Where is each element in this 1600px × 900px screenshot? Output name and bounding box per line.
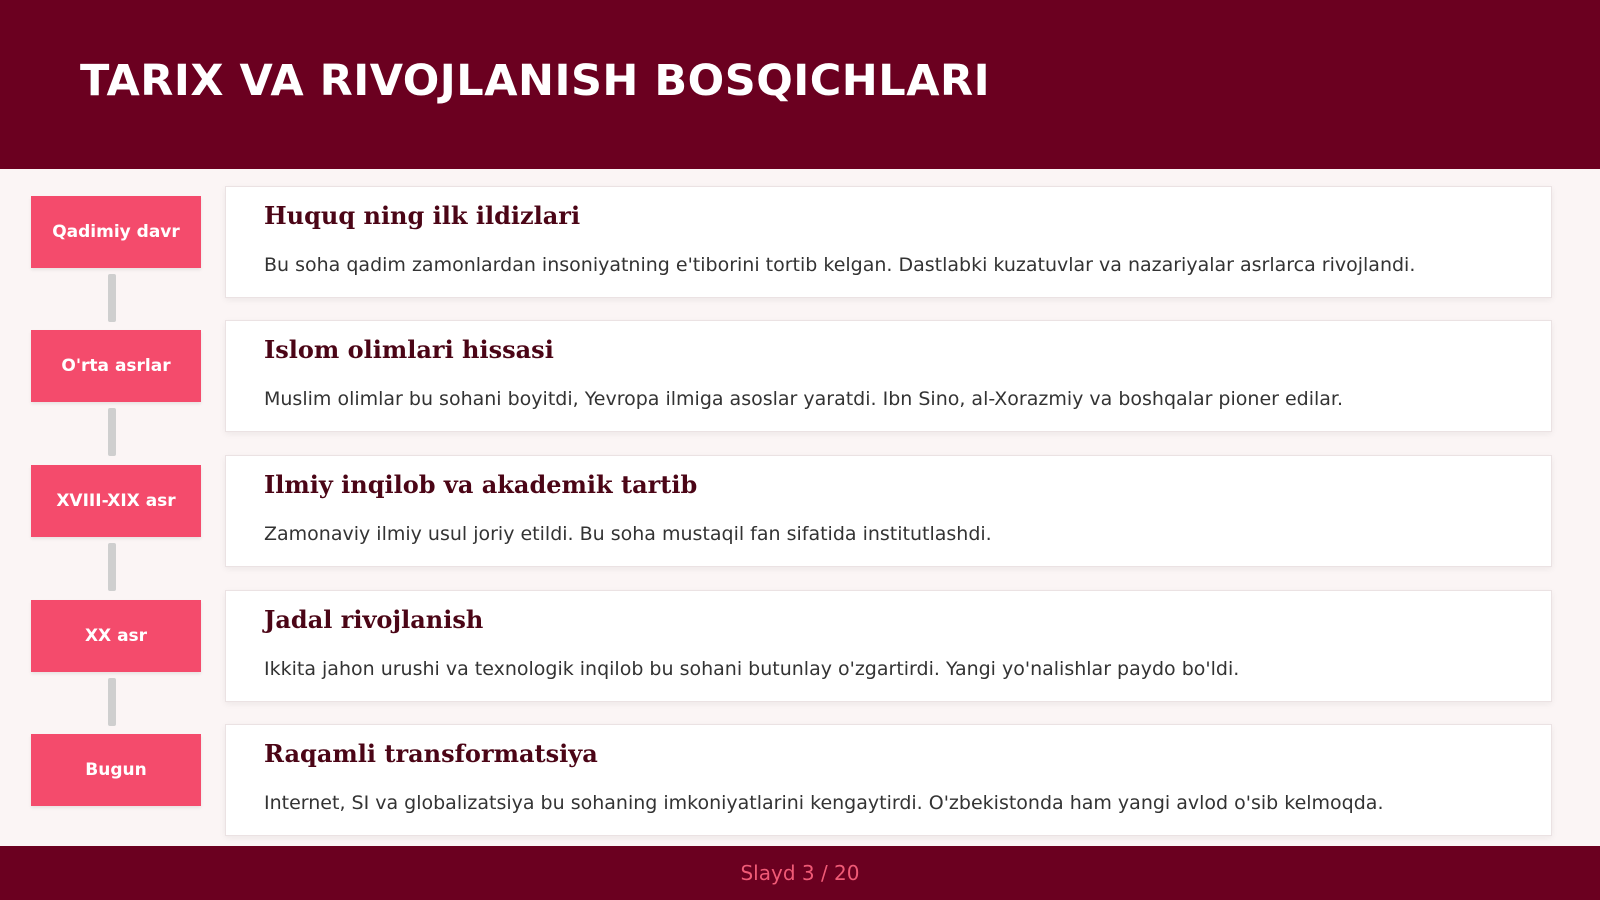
timeline-card	[225, 590, 1552, 702]
timeline	[0, 169, 1600, 846]
card-text: Internet, SI va globalizatsiya bu sohaning imkoniyatlarini kengaytirdi. O'zbekistonda ham yangi avlod o'sib kelmoqda.	[264, 792, 1384, 814]
timeline-connector	[108, 678, 116, 726]
slide-counter: Slayd 3 / 20	[740, 861, 860, 885]
card-text: Zamonaviy ilmiy usul joriy etildi. Bu soha mustaqil fan sifatida institutlashdi.	[264, 523, 992, 545]
card-text: Bu soha qadim zamonlardan insoniyatning e'tiborini tortib kelgan. Dastlabki kuzatuvlar va nazariyalar asrlarca rivojlandi.	[264, 254, 1416, 276]
card-text: Ikkita jahon urushi va texnologik inqilob bu sohani butunlay o'zgartirdi. Yangi yo'nalishlar paydo bo'ldi.	[264, 658, 1240, 680]
timeline-connector	[108, 543, 116, 591]
period-label: Bugun	[31, 734, 201, 806]
slide-footer	[0, 846, 1600, 900]
timeline-row	[0, 455, 1600, 567]
card-text: Muslim olimlar bu sohani boyitdi, Yevropa ilmiga asoslar yaratdi. Ibn Sino, al-Xorazmiy va boshqalar pioner edilar.	[264, 388, 1344, 410]
timeline-connector	[108, 274, 116, 322]
timeline-card	[225, 320, 1552, 432]
slide-header	[0, 0, 1600, 169]
timeline-card	[225, 724, 1552, 836]
period-label: XVIII-XIX asr	[31, 465, 201, 537]
card-title: Huquq ning ilk ildizlari	[264, 201, 581, 230]
timeline-card	[225, 186, 1552, 298]
card-title: Islom olimlari hissasi	[264, 335, 554, 364]
timeline-row	[0, 186, 1600, 298]
period-label: XX asr	[31, 600, 201, 672]
card-title: Raqamli transformatsiya	[264, 739, 598, 768]
timeline-connector	[108, 408, 116, 456]
timeline-row	[0, 590, 1600, 702]
slide-title: TARIX VA RIVOJLANISH BOSQICHLARI	[80, 56, 991, 106]
period-label: Qadimiy davr	[31, 196, 201, 268]
timeline-row	[0, 724, 1600, 836]
card-title: Ilmiy inqilob va akademik tartib	[264, 470, 698, 499]
card-title: Jadal rivojlanish	[264, 605, 484, 634]
timeline-card	[225, 455, 1552, 567]
period-label: O'rta asrlar	[31, 330, 201, 402]
timeline-row	[0, 320, 1600, 432]
